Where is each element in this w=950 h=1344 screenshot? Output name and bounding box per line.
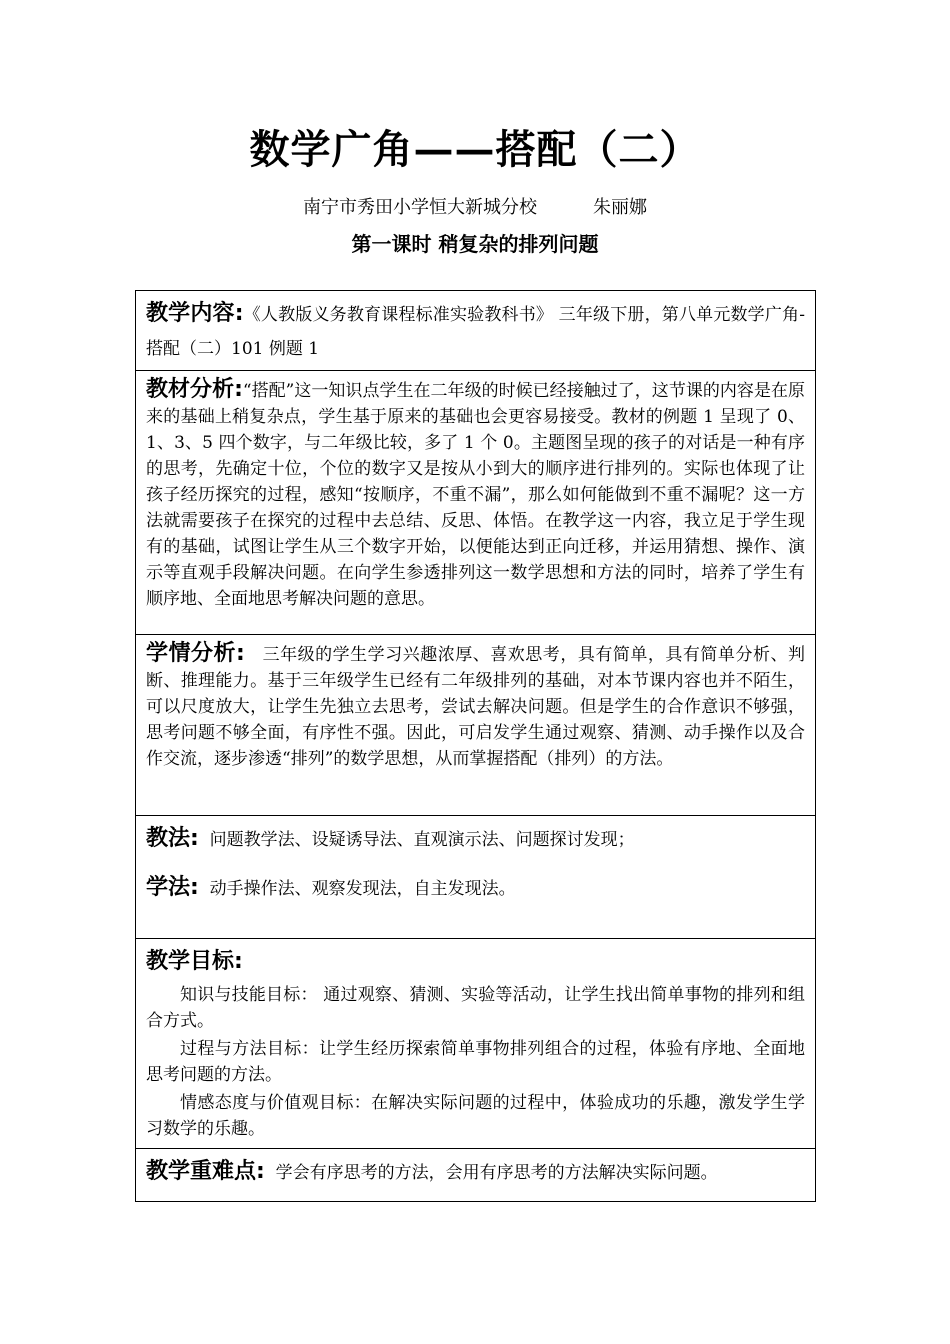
teaching-goals-label-line bbox=[146, 945, 805, 980]
material-analysis-label: 教材分析: bbox=[146, 377, 243, 402]
goal-process-methods: 过程与方法目标：让学生经历探索简单事物排列组合的过程，体验有序地、全面地思考问题的方法。 bbox=[146, 1039, 805, 1085]
row-learner-analysis bbox=[136, 635, 816, 816]
teaching-methods-paragraph bbox=[146, 822, 805, 857]
learner-analysis-paragraph bbox=[146, 641, 805, 772]
row-teaching-content bbox=[136, 291, 816, 371]
teaching-methods-label: 教法: bbox=[146, 826, 199, 851]
lesson-plan-table bbox=[135, 290, 816, 1202]
cell-methods bbox=[136, 816, 816, 939]
row-methods bbox=[136, 816, 816, 939]
cell-material-analysis bbox=[136, 371, 816, 635]
page-title: 数学广角——搭配（二） bbox=[249, 126, 701, 173]
author-name: 朱丽娜 bbox=[593, 197, 647, 218]
material-analysis-text: “搭配”这一知识点学生在二年级的时候已经接触过了，这节课的内容是在原来的基础上稍复杂点，学生基于原来的基础也会更容易接受。教材的例题 1 呈现了 0、1、3、5 四个数字，与二年级比较，多了 1 个 0。主题图呈现的孩子的对话是一种有序的思考，先确定十位，个位的数字又是按从小到大的顺序进行排列的。实际也体现了让孩子经历探究的过程，感知“按顺序，不重不漏”，那么如何能做到不重不漏呢？这一方法就需要孩子在探究的过程中去总结、反思、体悟。在教学这一内容，我立足于学生现有的基础，试图让学生从三个数字开始，以便能达到正向迁移，并运用猜想、操作、演示等直观手段解决问题。在向学生参透排列这一数学思想和方法的同时，培养了学生有顺序地、全面地思考解决问题的意思。 bbox=[146, 381, 805, 609]
teaching-goals-label: 教学目标: bbox=[146, 949, 243, 974]
cell-teaching-content bbox=[136, 291, 816, 371]
cell-key-points bbox=[136, 1149, 816, 1202]
goal-attitude-values: 情感态度与价值观目标：在解决实际问题的过程中，体验成功的乐趣，激发学生学习数学的乐趣。 bbox=[146, 1093, 805, 1139]
key-points-label: 教学重难点: bbox=[146, 1159, 265, 1184]
teaching-methods-text: 问题教学法、设疑诱导法、直观演示法、问题探讨发现； bbox=[209, 830, 635, 850]
lesson-heading: 第一课时 稍复杂的排列问题 bbox=[351, 232, 599, 256]
teaching-content-paragraph bbox=[146, 297, 805, 366]
learner-analysis-label: 学情分析: bbox=[146, 641, 245, 666]
learning-methods-text: 动手操作法、观察发现法，自主发现法。 bbox=[209, 879, 516, 899]
teaching-content-text: 《人教版义务教育课程标准实验教科书》 三年级下册，第八单元数学广角-搭配（二）101 例题 1 bbox=[146, 305, 805, 359]
learning-methods-paragraph bbox=[146, 871, 805, 906]
key-points-paragraph bbox=[146, 1155, 805, 1190]
cell-teaching-goals bbox=[136, 939, 816, 1149]
learner-analysis-text: 三年级的学生学习兴趣浓厚、喜欢思考，具有简单，具有简单分析、判断、推理能力。基于三年级学生已经有二年级排列的基础，对本节课内容也并不陌生，可以尺度放大，让学生先独立去思考，尝试去解决问题。但是学生的合作意识不够强，思考问题不够全面，有序性不强。因此，可启发学生通过观察、猜测、动手操作以及合作交流，逐步渗透“排列”的数学思想，从而掌握搭配（排列）的方法。 bbox=[146, 645, 805, 769]
cell-learner-analysis bbox=[136, 635, 816, 816]
teaching-content-label: 教学内容: bbox=[146, 301, 244, 326]
row-material-analysis bbox=[136, 371, 816, 635]
byline bbox=[0, 196, 950, 220]
school-name: 南宁市秀田小学恒大新城分校 bbox=[303, 197, 537, 218]
goal-knowledge-skills: 知识与技能目标： 通过观察、猜测、实验等活动，让学生找出简单事物的排列和组合方式。 bbox=[146, 985, 805, 1031]
key-points-text: 学会有序思考的方法，会用有序思考的方法解决实际问题。 bbox=[275, 1163, 718, 1183]
material-analysis-paragraph bbox=[146, 377, 805, 612]
row-key-points bbox=[136, 1149, 816, 1202]
row-teaching-goals bbox=[136, 939, 816, 1149]
spacer bbox=[146, 857, 805, 871]
learning-methods-label: 学法: bbox=[146, 875, 199, 900]
